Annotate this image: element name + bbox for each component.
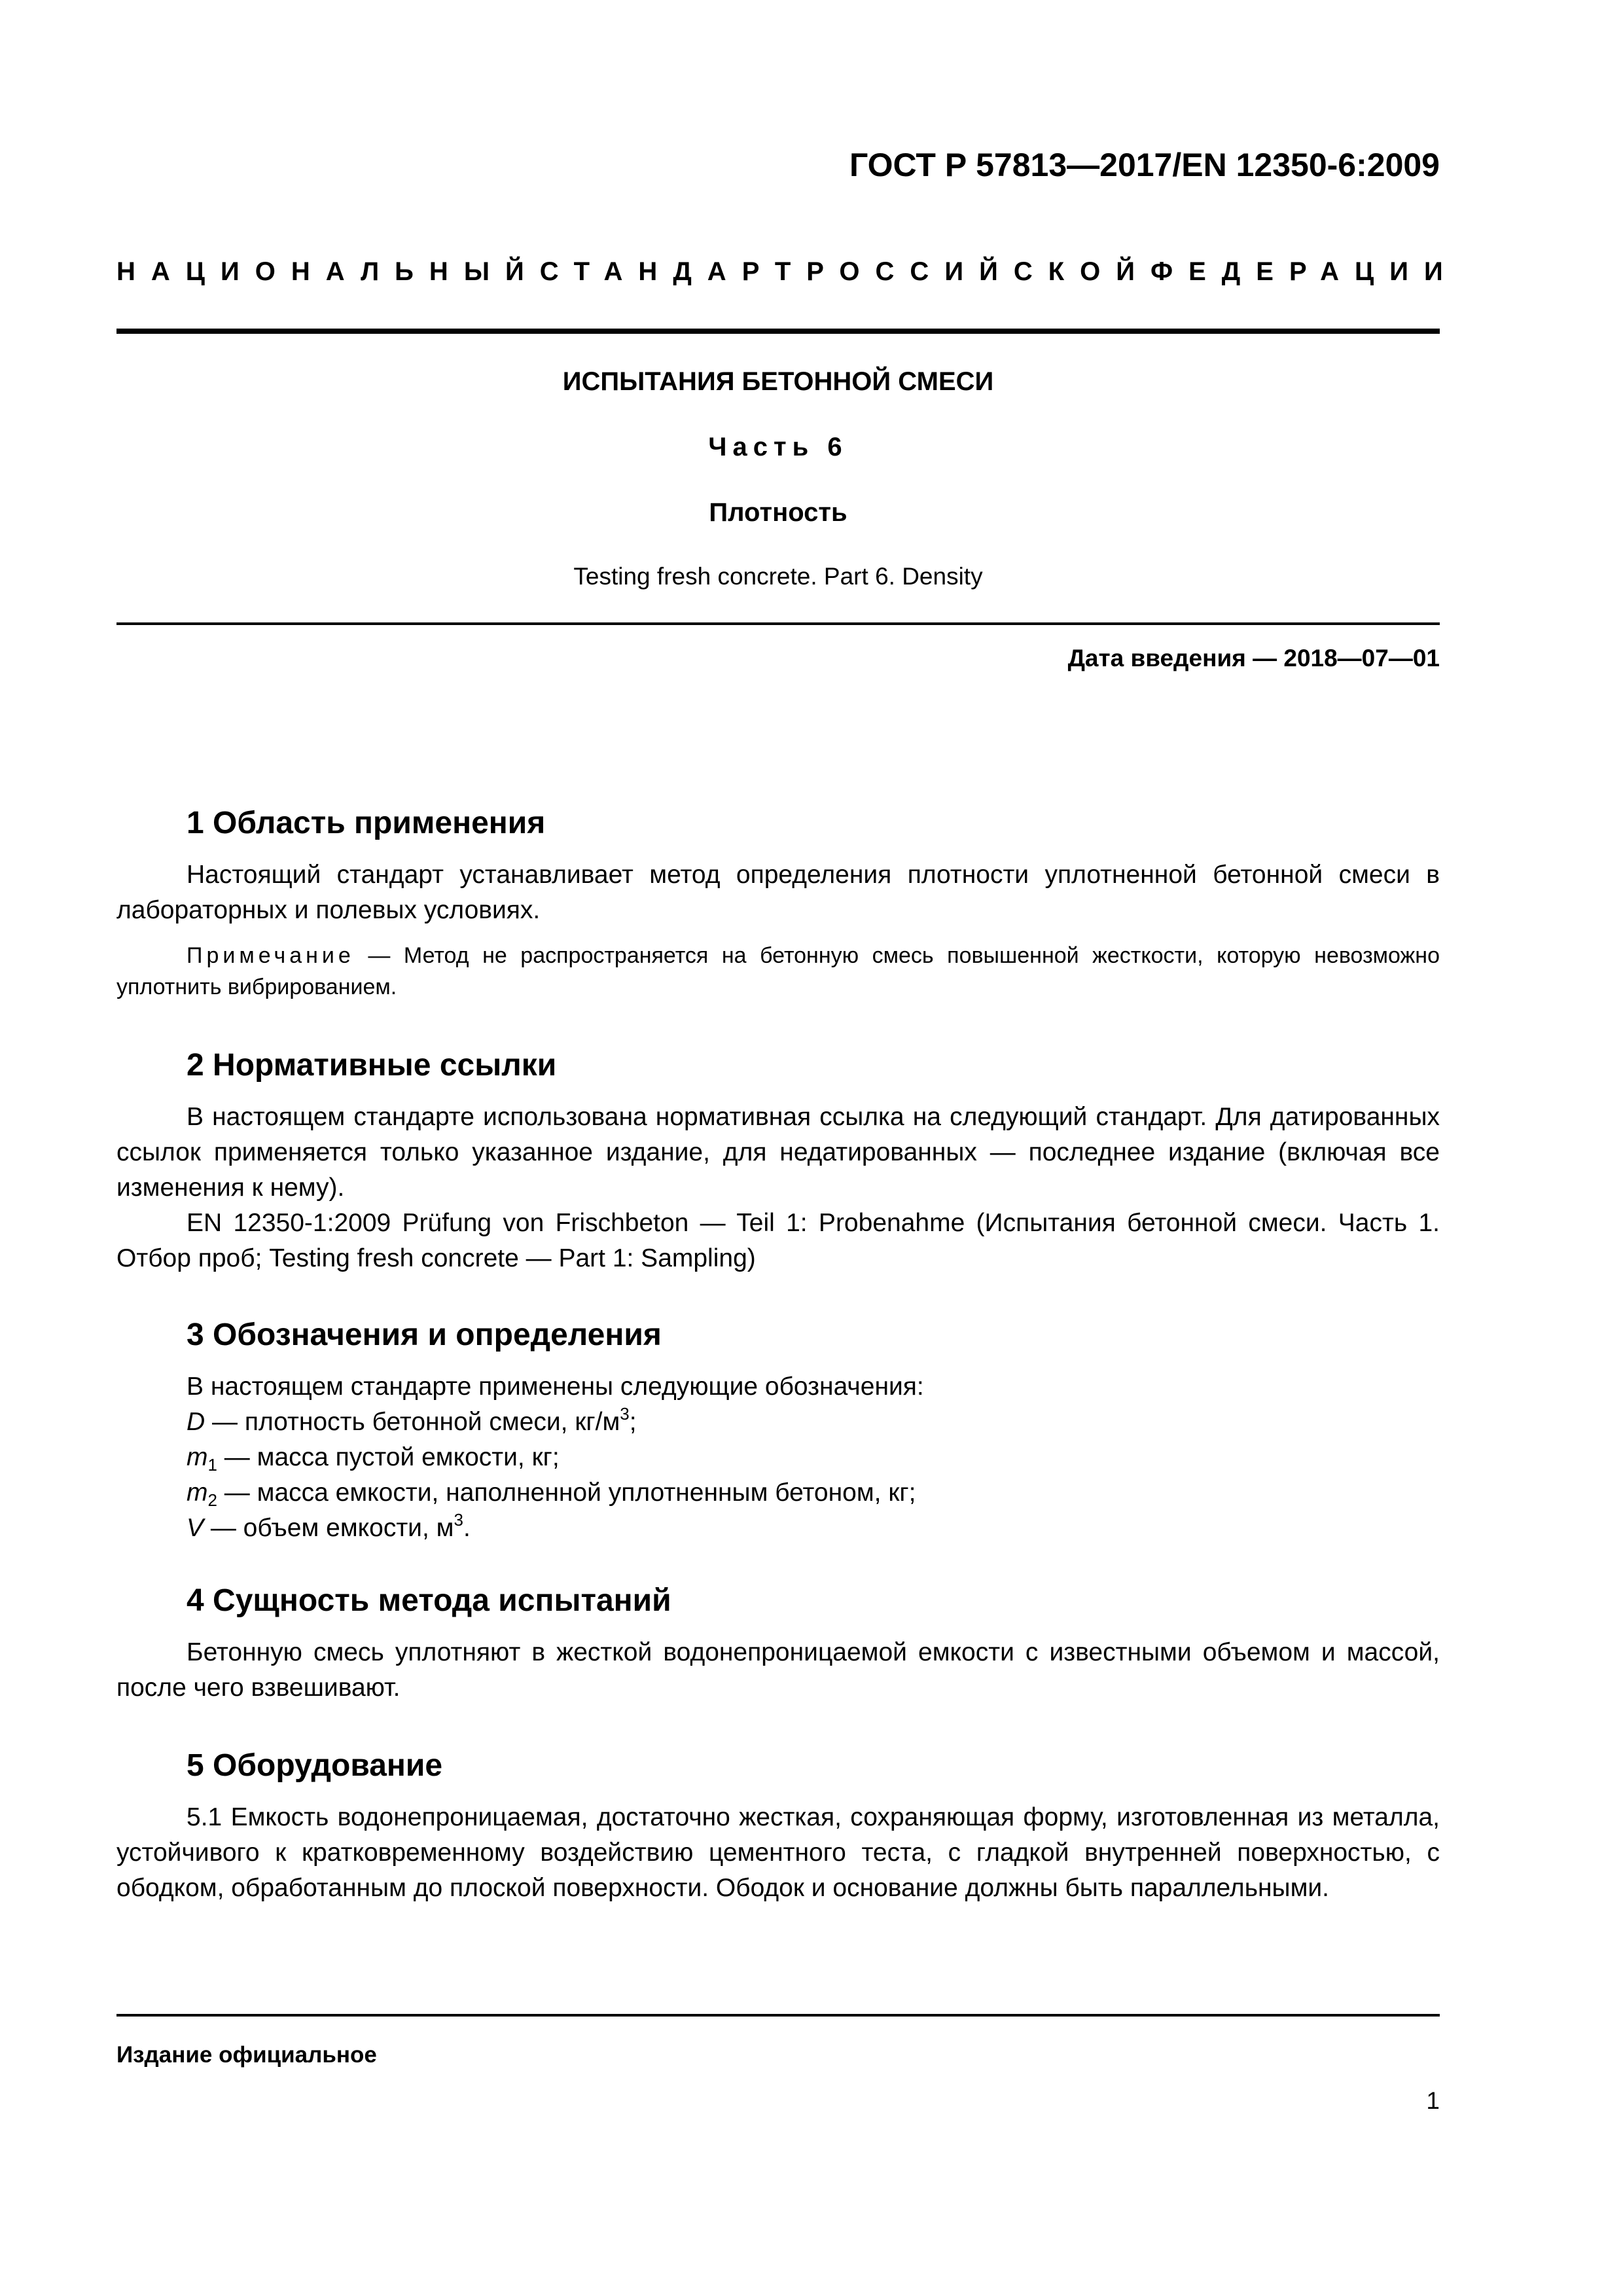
page-number: 1 [1426, 2087, 1440, 2114]
unit-superscript: 3 [454, 1510, 463, 1530]
document-title: ИСПЫТАНИЯ БЕТОННОЙ СМЕСИ [562, 367, 994, 396]
section-paragraph: EN 12350-1:2009 Prüfung von Frischbeton — Teil 1: Probenahme (Испытания бетонной смеси. Часть 1. Отбор проб; Testing fresh concrete — Part 1: Sampling) [116, 1209, 1440, 1272]
symbol: V [187, 1514, 204, 1542]
section-equipment [116, 1746, 1440, 1906]
national-banner-word: ФЕДЕРАЦИИ [1150, 257, 1459, 286]
symbol-text: — масса емкости, наполненной уплотненным бетоном, кг; [217, 1479, 916, 1507]
title-rule [116, 622, 1440, 625]
introduction-date: Дата введения — 2018—07—01 [1067, 645, 1440, 672]
section-heading: 2 Нормативные ссылки [187, 1048, 557, 1083]
document-subtitle: Плотность [709, 498, 847, 527]
standard-code: ГОСТ Р 57813—2017/EN 12350-6:2009 [849, 147, 1440, 183]
national-standard-banner [116, 255, 1459, 288]
section-references [116, 1046, 1440, 1276]
section-heading: 1 Область применения [187, 806, 546, 840]
section-heading: 4 Сущность метода испытаний [187, 1583, 671, 1618]
section-heading: 5 Оборудование [187, 1748, 443, 1783]
footer-rule [116, 2014, 1440, 2017]
section-paragraph: Настоящий стандарт устанавливает метод определения плотности уплотненной бетонной смеси в лабораторных и полевых условиях. [116, 861, 1440, 924]
symbol-definition [187, 1511, 1440, 1546]
unit-superscript: 3 [620, 1404, 630, 1424]
national-banner-word: РОССИЙСКОЙ [806, 257, 1150, 286]
symbol: m [187, 1479, 208, 1507]
section-paragraph: 5.1 Емкость водонепроницаемая, достаточно жесткая, сохраняющая форму, изготовленная из металла, устойчивого к кратковременному воздействию цементного теста, с гладкой внутренней поверхностью, с ободком, обработанным до плоской поверхности. Ободок и основание должны быть параллельными. [116, 1803, 1440, 1902]
section-paragraph: Бетонную смесь уплотняют в жесткой водонепроницаемой емкости с известными объемом и массой, после чего взвешивают. [116, 1638, 1440, 1702]
symbol-text: — плотность бетонной смеси, кг/м [205, 1408, 620, 1436]
document-part: Часть 6 [708, 433, 848, 461]
symbol: D [187, 1408, 205, 1436]
section-method-essence [116, 1581, 1440, 1706]
symbol-definition [187, 1440, 1440, 1475]
header-rule [116, 329, 1440, 334]
symbol-subscript: 1 [207, 1455, 217, 1475]
section-symbols [116, 1316, 1440, 1546]
section-scope [116, 804, 1440, 1003]
english-title: Testing fresh concrete. Part 6. Density [573, 563, 983, 590]
section-paragraph: В настоящем стандарте использована нормативная ссылка на следующий стандарт. Для датированных ссылок применяется только указанное издание, для недатированных — последнее издание (включая все изменения к нему). [116, 1103, 1440, 1202]
note-label: Примечание [187, 943, 355, 968]
official-edition-label: Издание официальное [116, 2042, 377, 2068]
section-heading: 3 Обозначения и определения [187, 1318, 662, 1352]
symbols-list [116, 1405, 1440, 1546]
symbol-subscript: 2 [207, 1490, 217, 1510]
symbols-intro: В настоящем стандарте применены следующие обозначения: [187, 1372, 924, 1401]
symbol: m [187, 1443, 208, 1471]
symbol-text: — объем емкости, м [204, 1514, 454, 1542]
national-banner-word: НАЦИОНАЛЬНЫЙ [116, 257, 540, 286]
national-banner-word: СТАНДАРТ [539, 257, 807, 286]
symbol-end: ; [629, 1408, 637, 1436]
symbol-definition [187, 1405, 1440, 1440]
symbol-definition [187, 1475, 1440, 1511]
section-note [116, 940, 1440, 1003]
symbol-text: — масса пустой емкости, кг; [217, 1443, 560, 1471]
note-text: — Метод не распространяется на бетонную смесь повышенной жесткости, которую невозможно уплотнить вибрированием. [116, 943, 1440, 999]
symbol-end: . [463, 1514, 471, 1542]
